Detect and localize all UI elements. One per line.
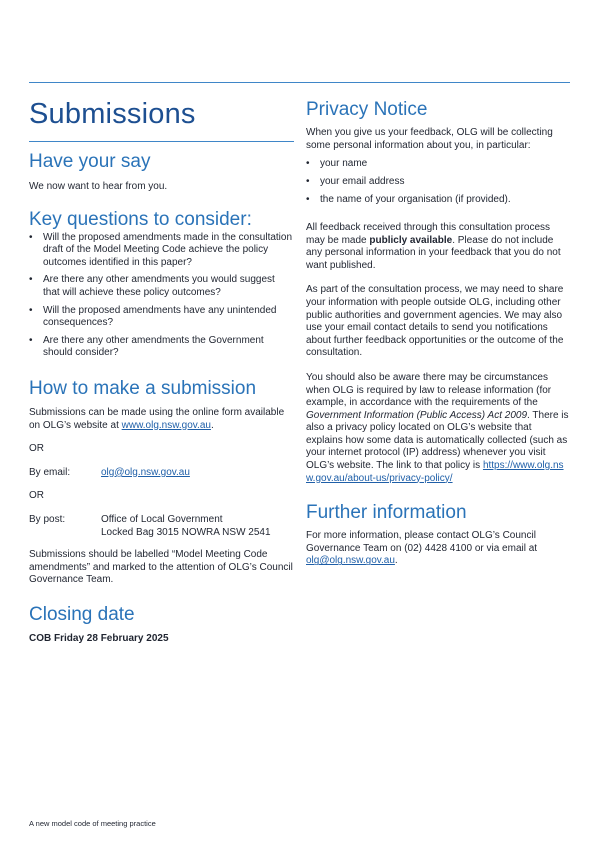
or-text: OR [29,490,44,502]
privacy-policy-link[interactable]: https://www.olg.nsw.gov.au/about-us/privacy-policy/ [306,460,564,484]
key-questions-heading: Key questions to consider: [29,208,252,230]
top-divider [29,82,570,83]
bullet-icon: • [29,334,33,346]
email-label: By email: [29,466,71,478]
contact-email-link[interactable]: olg@olg.nsw.gov.au [306,555,395,567]
page-footer: A new model code of meeting practice [29,819,156,828]
post-label: By post: [29,513,66,525]
closing-date-value: COB Friday 28 February 2025 [29,632,169,644]
further-info-text: For more information, please contact OLG’s Council Governance Team on (02) 4428 4100 or via email at olg@olg.nsw.gov.au. [306,530,538,567]
privacy-paragraph-publication: All feedback received through this consultation process may be made publicly available. Please do not include any personal information in your feedback that you do not want published. [306,221,561,271]
submission-label-text: Submissions should be labelled “Model Meeting Code amendments” and marked to the attention of OLG’s Council Governance Team. [29,549,293,586]
bullet-icon: • [29,304,33,316]
further-info-heading: Further information [306,502,467,524]
list-item: • the name of your organisation (if provided). [306,194,511,206]
privacy-paragraph-law: You should also be aware there may be circumstances when OLG is required by law to release information (for example, in accordance with the requirements of the Government Information (Public Access) Act 2009. There is also a privacy policy located on OLG’s website that explains how some data is automatically collected (such as your internet protocol (IP) address) whenever you visit OLG’s website. The link to that policy is https://www.olg.nsw.gov.au/about-us/privacy-policy/ [306,371,569,484]
post-row [29,514,294,539]
personal-info-list [306,158,570,207]
list-item: • your email address [306,176,405,188]
bullet-icon: • [306,194,310,206]
email-row [29,467,294,480]
have-your-say-text: We now want to hear from you. [29,181,168,192]
bullet-icon: • [306,176,310,188]
privacy-paragraph-sharing: As part of the consultation process, we may need to share your information with people outside OLG, including other public authorities and government agencies. We may also use your email contact details to send you notifications about further feedback opportunities or the outcome of the consultation. [306,284,564,359]
how-to-submit-intro: Submissions can be made using the online form available on OLG’s website at www.olg.nsw.gov.au. [29,406,285,431]
key-questions-list [29,232,294,360]
website-link[interactable]: www.olg.nsw.gov.au [121,419,211,431]
have-your-say-heading: Have your say [29,151,151,172]
title-divider [29,141,294,142]
email-link[interactable]: olg@olg.nsw.gov.au [101,466,190,478]
bullet-icon: • [306,158,310,170]
list-item: • Are there any other amendments the Government should consider? [29,334,264,359]
list-item: • Will the proposed amendments made in the consultation draft of the Model Meeting Code achieve the policy outcomes identified in this paper? [29,231,293,268]
how-to-submit-heading: How to make a submission [29,377,257,399]
page-title: Submissions [29,98,196,130]
privacy-intro: When you give us your feedback, OLG will be collecting some personal information about you, in particular: [306,127,553,151]
post-address: Office of Local Government Locked Bag 3015 NOWRA NSW 2541 [101,513,271,538]
list-item: • your name [306,158,368,170]
or-text: OR [29,443,44,455]
privacy-notice-heading: Privacy Notice [306,99,428,120]
bullet-icon: • [29,274,33,286]
bullet-icon: • [29,231,33,243]
list-item: • Are there any other amendments you would suggest that will achieve these policy outcomes? [29,274,275,298]
left-column [29,96,294,645]
right-column [306,98,570,568]
list-item: • Will the proposed amendments have any unintended consequences? [29,304,277,329]
closing-date-heading: Closing date [29,603,135,625]
